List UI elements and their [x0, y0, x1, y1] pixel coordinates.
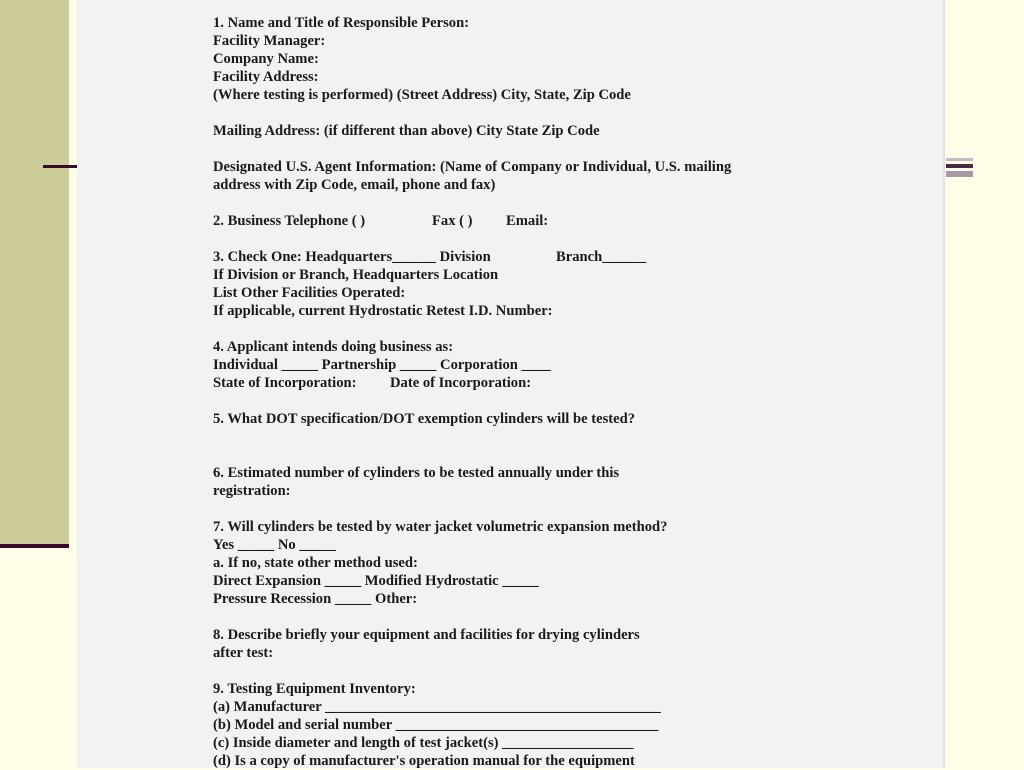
section-5: 5. What DOT specification/DOT exemption cylinders will be tested? [213, 411, 635, 427]
form-line: 4. Applicant intends doing business as: [213, 339, 454, 355]
section-6 [213, 464, 813, 500]
form-line: Company Name: [213, 51, 319, 67]
form-line: 6. Estimated number of cylinders to be tested annually under this [213, 465, 620, 481]
branch-label: Branch______ [556, 249, 646, 265]
form-line: a. If no, state other method used: [213, 555, 418, 571]
section-8 [213, 626, 813, 662]
section-3 [213, 248, 813, 320]
left-band-rule [0, 544, 69, 548]
email-label: Email: [506, 213, 549, 229]
form-line: (Where testing is performed) (Street Address) City, State, Zip Code [213, 87, 631, 103]
section-2 [213, 212, 813, 230]
check-one-line: 3. Check One: Headquarters______ Division [213, 249, 491, 265]
form-line: (c) Inside diameter and length of test jacket(s) __________________ [213, 735, 634, 751]
form-line: (b) Model and serial number ____________________________________ [213, 717, 659, 733]
form-line: If applicable, current Hydrostatic Retest I.D. Number: [213, 303, 553, 319]
fax-label: Fax ( ) [432, 213, 473, 229]
form-line: after test: [213, 645, 274, 661]
us-agent-section [213, 158, 813, 194]
section-9 [213, 680, 813, 770]
form-line: Pressure Recession _____ Other: [213, 591, 418, 607]
right-accent-lines [946, 158, 973, 178]
section-7 [213, 518, 813, 608]
form-line: 9. Testing Equipment Inventory: [213, 681, 416, 697]
left-decorative-band [0, 0, 69, 546]
section-1 [213, 14, 813, 104]
form-line: Direct Expansion _____ Modified Hydrostatic _____ [213, 573, 539, 589]
form-line: Facility Address: [213, 69, 319, 85]
form-line: Facility Manager: [213, 33, 326, 49]
state-of-incorporation-label: State of Incorporation: [213, 375, 357, 391]
form-line: 7. Will cylinders be tested by water jacket volumetric expansion method? [213, 519, 668, 535]
form-line: address with Zip Code, email, phone and fax) [213, 177, 496, 193]
form-text [213, 14, 813, 770]
form-line: List Other Facilities Operated: [213, 285, 406, 301]
telephone-label: 2. Business Telephone ( ) [213, 213, 366, 229]
date-of-incorporation-label: Date of Incorporation: [390, 375, 532, 391]
form-line: If Division or Branch, Headquarters Location [213, 267, 499, 283]
form-line: Designated U.S. Agent Information: (Name of Company or Individual, U.S. mailing [213, 159, 732, 175]
mailing-address-line: Mailing Address: (if different than above) City State Zip Code [213, 123, 600, 139]
form-line: Yes _____ No _____ [213, 537, 336, 553]
section-4 [213, 338, 813, 392]
form-line: 1. Name and Title of Responsible Person: [213, 15, 470, 31]
form-line: (d) Is a copy of manufacturer's operation manual for the equipment [213, 753, 635, 769]
form-line: registration: [213, 483, 291, 499]
left-accent-line [43, 165, 79, 168]
form-line: 8. Describe briefly your equipment and facilities for drying cylinders [213, 627, 640, 643]
business-type-options: Individual _____ Partnership _____ Corporation ____ [213, 357, 551, 373]
form-line: (a) Manufacturer ______________________________________________ [213, 699, 661, 715]
